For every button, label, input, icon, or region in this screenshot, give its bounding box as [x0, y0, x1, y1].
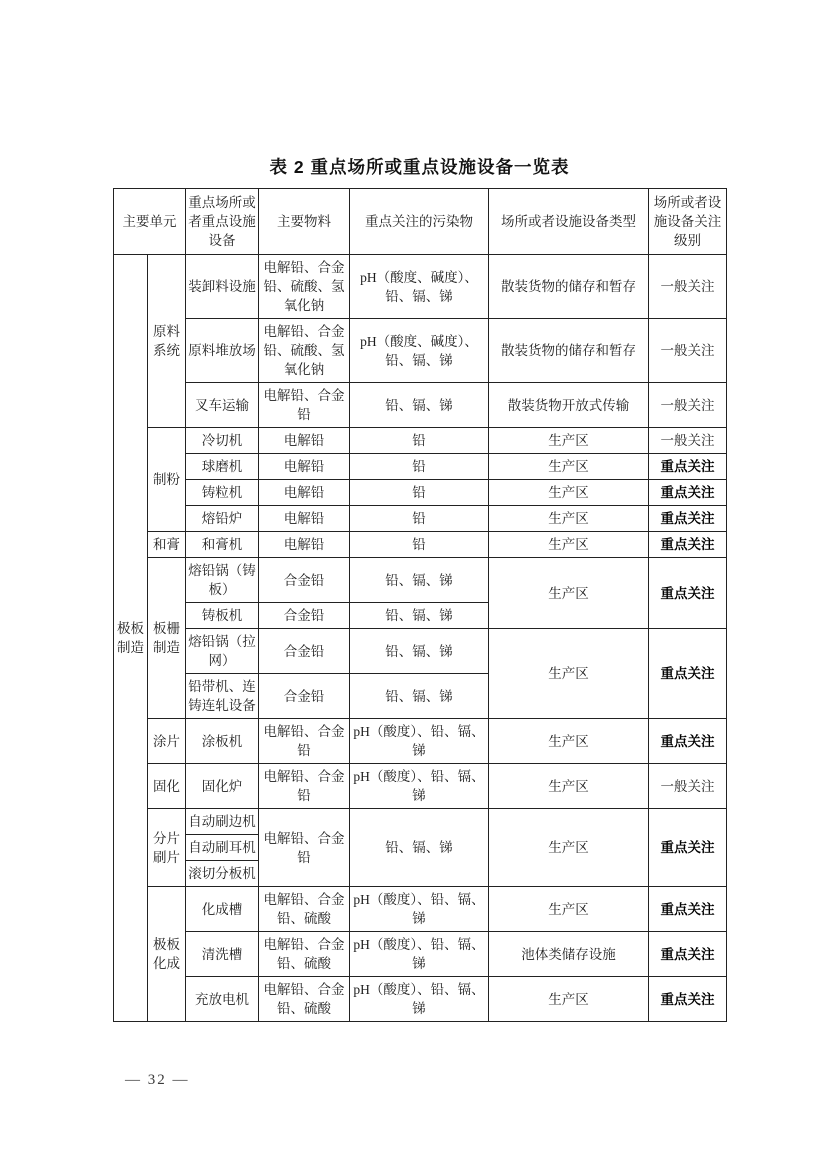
table-cell: 重点关注: [649, 719, 727, 764]
table-cell: 自动刷耳机: [186, 835, 259, 861]
table-cell: 生产区: [489, 532, 649, 558]
table-cell: 铅、镉、锑: [350, 629, 489, 674]
table-cell: pH（酸度）、铅、镉、锑: [350, 764, 489, 809]
table-cell: 生产区: [489, 719, 649, 764]
table-cell: 电解铅、合金铅、硫酸: [259, 887, 350, 932]
table-cell: 滚切分板机: [186, 861, 259, 887]
header-cell: 主要单元: [114, 189, 186, 255]
table-cell: pH（酸度、碱度）、铅、镉、锑: [350, 255, 489, 319]
table-cell: pH（酸度）、铅、镉、锑: [350, 977, 489, 1022]
table-cell: 生产区: [489, 454, 649, 480]
table-cell: 叉车运输: [186, 383, 259, 428]
table-cell: 清洗槽: [186, 932, 259, 977]
table-cell: 分片刷片: [148, 809, 186, 887]
table-cell: 合金铅: [259, 558, 350, 603]
table-row: [114, 428, 727, 454]
table-cell: 固化: [148, 764, 186, 809]
table-cell: 重点关注: [649, 454, 727, 480]
table-cell: 一般关注: [649, 764, 727, 809]
table-cell: 铸粒机: [186, 480, 259, 506]
table-cell: 涂片: [148, 719, 186, 764]
table-cell: 涂板机: [186, 719, 259, 764]
table-cell: 电解铅、合金铅: [259, 719, 350, 764]
table-cell: 板栅制造: [148, 558, 186, 719]
table-cell: 一般关注: [649, 428, 727, 454]
table-cell: 重点关注: [649, 887, 727, 932]
table-cell: pH（酸度）、铅、镉、锑: [350, 887, 489, 932]
table-row: [114, 319, 727, 383]
table-cell: 铅: [350, 480, 489, 506]
table-cell: pH（酸度）、铅、镉、锑: [350, 719, 489, 764]
table-row: [114, 629, 727, 674]
table-cell: 重点关注: [649, 977, 727, 1022]
table-cell: 池体类储存设施: [489, 932, 649, 977]
table-cell: 重点关注: [649, 532, 727, 558]
table-cell: 极板制造: [114, 255, 148, 1022]
table-cell: 原料堆放场: [186, 319, 259, 383]
table-row: [114, 719, 727, 764]
table-row: [114, 480, 727, 506]
table-cell: 铅: [350, 532, 489, 558]
table-cell: 化成槽: [186, 887, 259, 932]
table-cell: 电解铅、合金铅: [259, 383, 350, 428]
table-cell: 电解铅: [259, 532, 350, 558]
table-cell: 重点关注: [649, 558, 727, 629]
table-cell: 生产区: [489, 887, 649, 932]
table-cell: 生产区: [489, 480, 649, 506]
table-cell: 合金铅: [259, 629, 350, 674]
table-row: [114, 887, 727, 932]
table-cell: 一般关注: [649, 255, 727, 319]
key-facilities-table: [113, 188, 727, 1022]
table-cell: pH（酸度）、铅、镉、锑: [350, 932, 489, 977]
table-cell: 铅、镉、锑: [350, 383, 489, 428]
header-row: [114, 189, 727, 255]
table-cell: 生产区: [489, 764, 649, 809]
table-cell: 装卸料设施: [186, 255, 259, 319]
table-cell: 和膏: [148, 532, 186, 558]
table-cell: 极板化成: [148, 887, 186, 1022]
table-cell: 重点关注: [649, 480, 727, 506]
table-cell: 一般关注: [649, 383, 727, 428]
table-cell: 充放电机: [186, 977, 259, 1022]
table-cell: 生产区: [489, 558, 649, 629]
table-row: [114, 977, 727, 1022]
table-cell: 铅、镉、锑: [350, 809, 489, 887]
page-number: — 32 —: [125, 1072, 190, 1088]
table-cell: 合金铅: [259, 603, 350, 629]
table-row: [114, 809, 727, 835]
table-cell: 铅: [350, 454, 489, 480]
table-cell: 铅: [350, 506, 489, 532]
table-cell: 重点关注: [649, 809, 727, 887]
table-cell: 球磨机: [186, 454, 259, 480]
table-cell: 电解铅、合金铅、硫酸、氢氧化钠: [259, 255, 350, 319]
table-cell: 生产区: [489, 629, 649, 719]
header-cell: 重点场所或者重点设施设备: [186, 189, 259, 255]
table-row: [114, 383, 727, 428]
table-row: [114, 506, 727, 532]
table-cell: 自动刷边机: [186, 809, 259, 835]
header-cell: 重点关注的污染物: [350, 189, 489, 255]
table-cell: 一般关注: [649, 319, 727, 383]
table-cell: 铅带机、连铸连轧设备: [186, 674, 259, 719]
table-cell: 电解铅: [259, 480, 350, 506]
table-cell: 电解铅: [259, 506, 350, 532]
table-cell: 熔铅锅（拉网）: [186, 629, 259, 674]
table-cell: 重点关注: [649, 506, 727, 532]
table-row: [114, 454, 727, 480]
table-cell: 冷切机: [186, 428, 259, 454]
table-cell: 熔铅锅（铸板）: [186, 558, 259, 603]
table-cell: 散装货物的储存和暂存: [489, 255, 649, 319]
table-cell: 重点关注: [649, 629, 727, 719]
table-cell: 电解铅、合金铅、硫酸: [259, 932, 350, 977]
table-cell: 生产区: [489, 506, 649, 532]
table-cell: 生产区: [489, 977, 649, 1022]
table-cell: 固化炉: [186, 764, 259, 809]
header-cell: 场所或者设施设备类型: [489, 189, 649, 255]
table-header: [114, 189, 727, 255]
header-cell: 主要物料: [259, 189, 350, 255]
table-cell: 电解铅、合金铅: [259, 764, 350, 809]
table-cell: 重点关注: [649, 932, 727, 977]
table-cell: 合金铅: [259, 674, 350, 719]
table-cell: pH（酸度、碱度）、铅、镉、锑: [350, 319, 489, 383]
header-cell: 场所或者设施设备关注级别: [649, 189, 727, 255]
table-row: [114, 764, 727, 809]
table-cell: 铅、镉、锑: [350, 674, 489, 719]
table-cell: 和膏机: [186, 532, 259, 558]
table-cell: 电解铅、合金铅: [259, 809, 350, 887]
table-cell: 散装货物开放式传输: [489, 383, 649, 428]
table-row: [114, 255, 727, 319]
table-cell: 铅: [350, 428, 489, 454]
table-cell: 铸板机: [186, 603, 259, 629]
table-cell: 散装货物的储存和暂存: [489, 319, 649, 383]
table-cell: 铅、镉、锑: [350, 558, 489, 603]
table-cell: 电解铅: [259, 428, 350, 454]
table-row: [114, 558, 727, 603]
table-cell: 铅、镉、锑: [350, 603, 489, 629]
table-cell: 电解铅、合金铅、硫酸、氢氧化钠: [259, 319, 350, 383]
table-cell: 熔铅炉: [186, 506, 259, 532]
table-cell: 制粉: [148, 428, 186, 532]
table-row: [114, 532, 727, 558]
table-body: [114, 255, 727, 1022]
table-cell: 原料系统: [148, 255, 186, 428]
table-cell: 电解铅、合金铅、硫酸: [259, 977, 350, 1022]
table-title: 表 2 重点场所或重点设施设备一览表: [269, 157, 570, 177]
table-cell: 生产区: [489, 809, 649, 887]
table-cell: 生产区: [489, 428, 649, 454]
table-row: [114, 932, 727, 977]
table-cell: 电解铅: [259, 454, 350, 480]
